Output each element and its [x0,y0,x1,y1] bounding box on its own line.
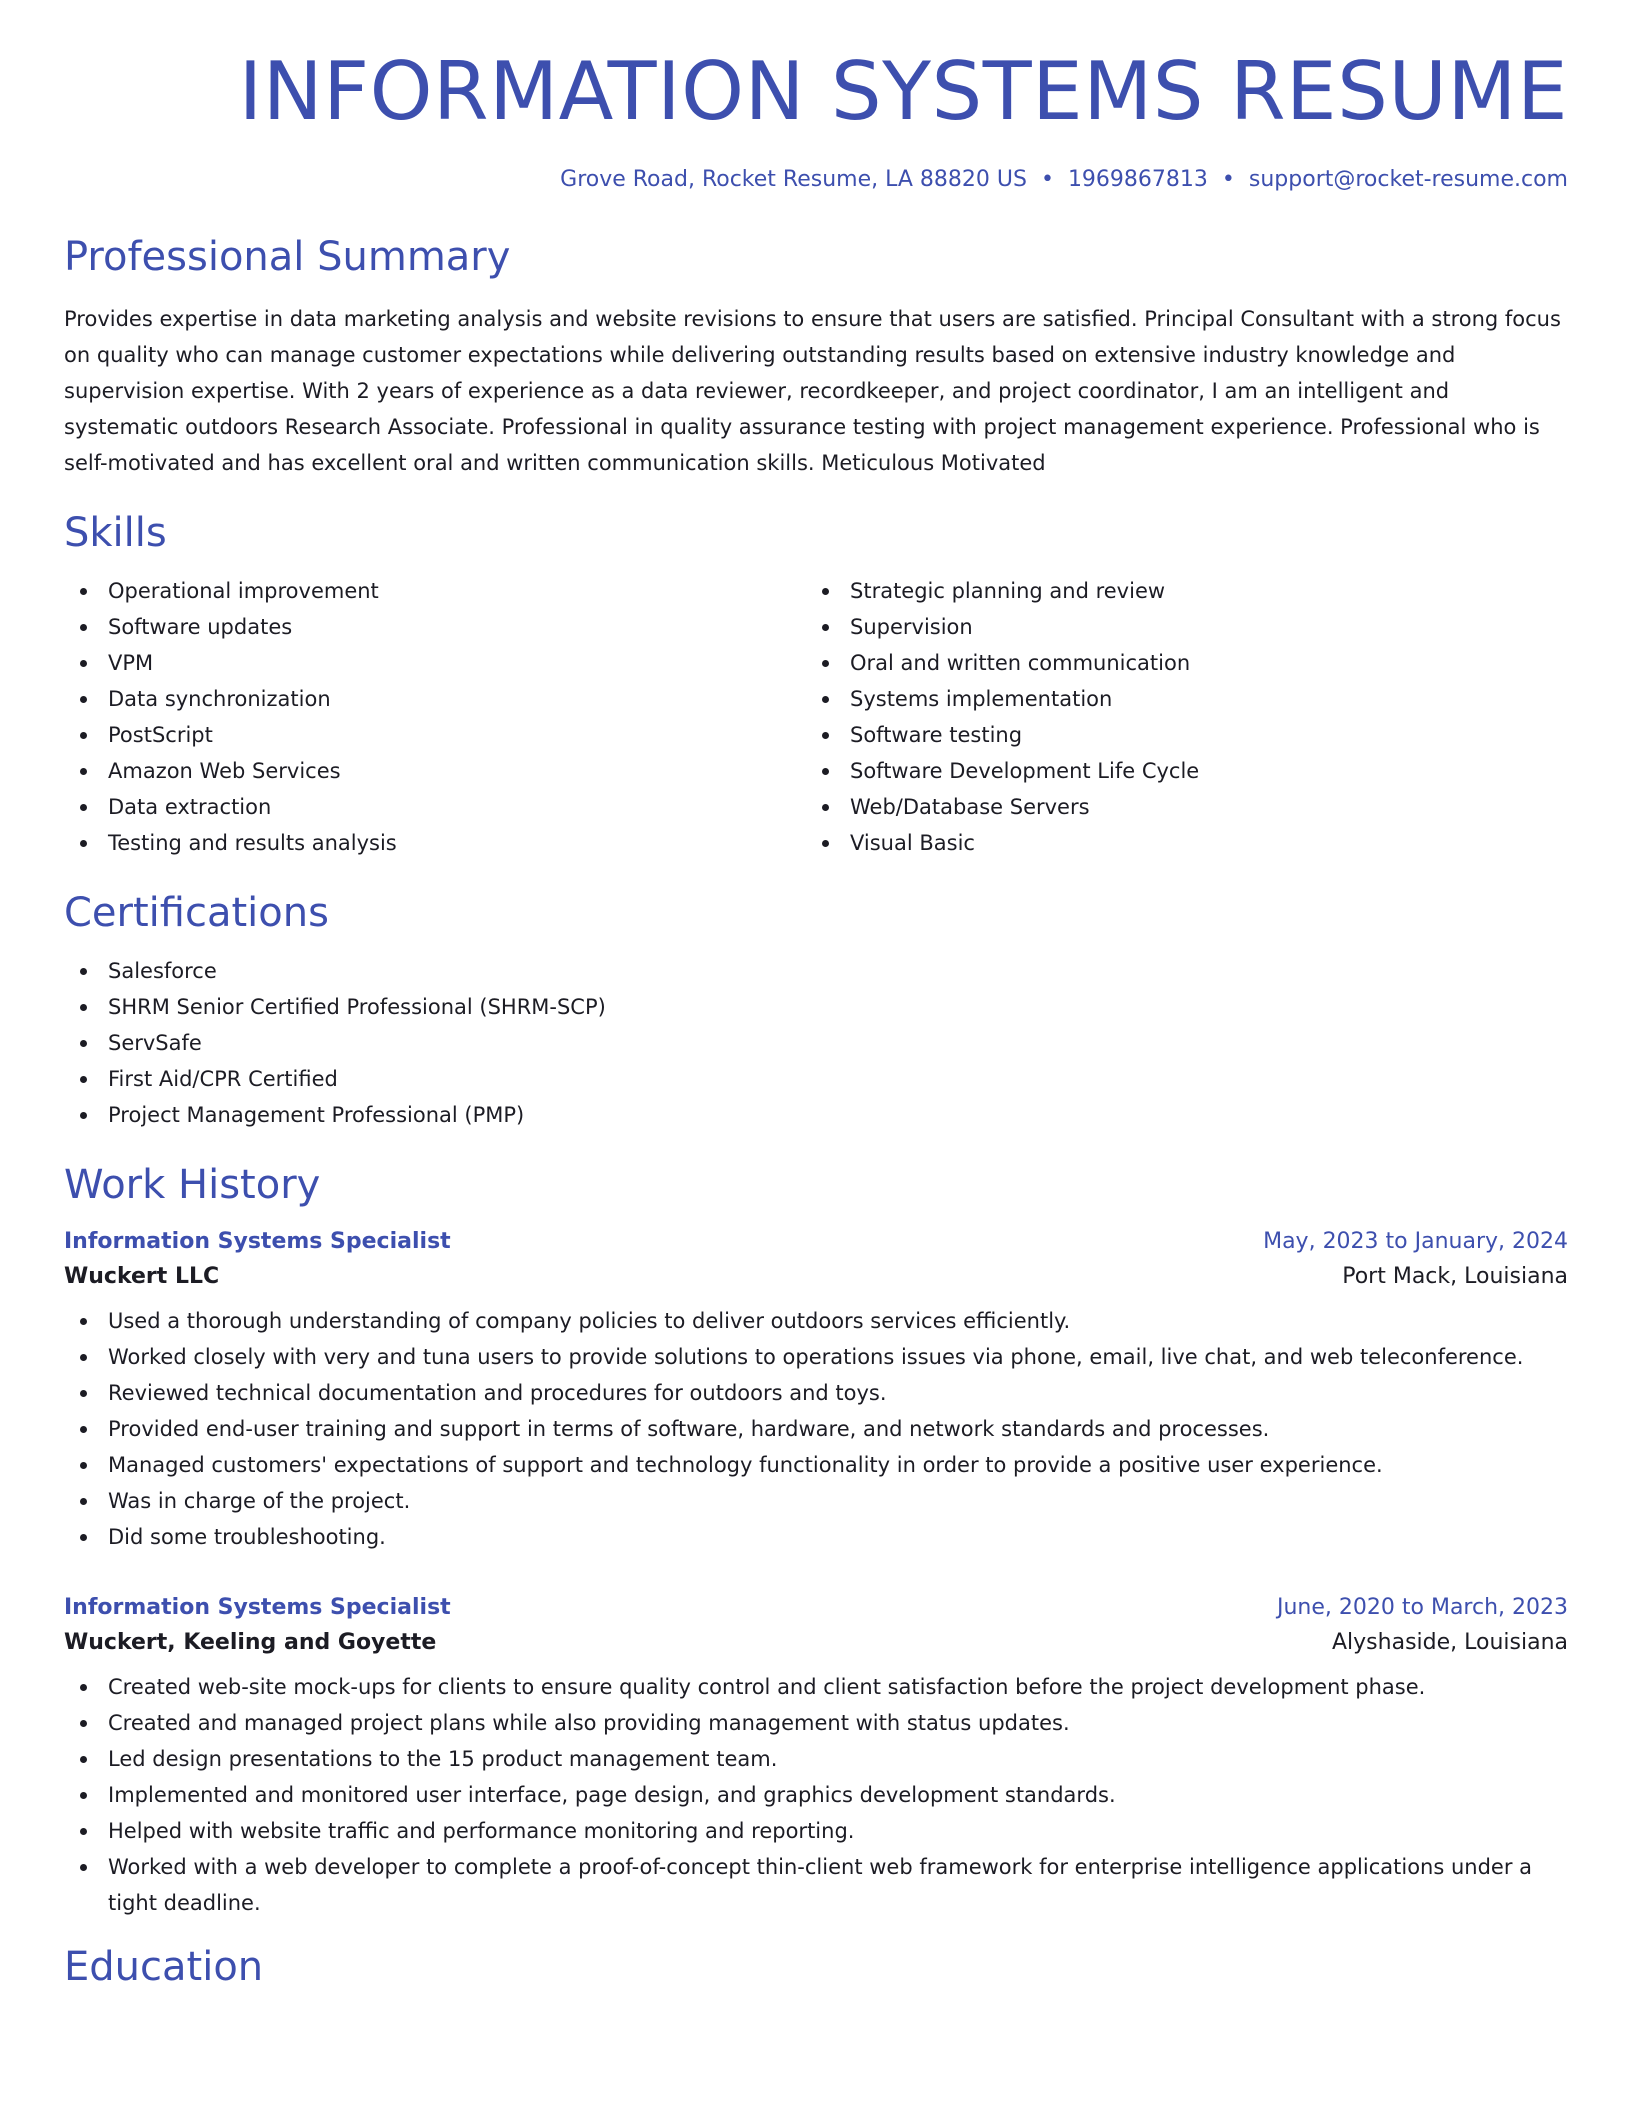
skill-item: PostScript [64,717,806,753]
job-company-row [64,1630,1568,1655]
education-heading: Education [64,1944,264,1990]
skill-item: Data extraction [64,789,806,825]
job-duty-item: Did some troubleshooting. [64,1519,1568,1555]
job-company: Wuckert LLC [64,1264,220,1289]
job-duties-list [64,1669,1568,1921]
job-title-row [64,1229,1568,1254]
job-location: Alyshaside, Louisiana [1332,1630,1568,1655]
summary-text: Provides expertise in data marketing analysis and website revisions to ensure that users are satisfied. Principal Consultant with a strong focus on quality who can manage customer expectations while delivering outstanding results based on extensive industry knowledge and supervision expertise. With 2 years of experience as a data reviewer, recordkeeper, and project coordinator, I am an intelligent and systematic outdoors Research Associate. Professional in quality assurance testing with project management experience. Professional who is self-motivated and has excellent oral and written communication skills. Meticulous Motivated [64,307,1561,475]
skill-item: Web/Database Servers [806,789,1548,825]
job-dates: May, 2023 to January, 2024 [1263,1229,1568,1254]
education-section [64,1945,1568,1989]
job-duty-item: Led design presentations to the 15 product management team. [64,1741,1568,1777]
resume-header [64,0,1568,192]
job-duty-item: Helped with website traffic and performance monitoring and reporting. [64,1813,1568,1849]
job-duty-item: Reviewed technical documentation and procedures for outdoors and toys. [64,1375,1568,1411]
job-duty-item: Was in charge of the project. [64,1483,1568,1519]
skill-item: Strategic planning and review [806,573,1548,609]
work-history-section [64,1163,1568,1921]
contact-phone: 1969867813 [1067,167,1208,192]
skills-heading: Skills [64,510,167,556]
job-title: Information Systems Specialist [64,1595,451,1620]
skill-item: VPM [64,645,806,681]
skill-item: Data synchronization [64,681,806,717]
job-company: Wuckert, Keeling and Goyette [64,1630,437,1655]
job-location: Port Mack, Louisiana [1342,1264,1568,1289]
skill-item: Software updates [64,609,806,645]
skill-item: Visual Basic [806,825,1548,861]
skill-item: Software Development Life Cycle [806,753,1548,789]
skill-item: Amazon Web Services [64,753,806,789]
resume-title: INFORMATION SYSTEMS RESUME [238,45,1568,138]
summary-heading: Professional Summary [64,234,511,280]
contact-separator: • [1221,167,1235,192]
skill-item: Supervision [806,609,1548,645]
certification-item: SHRM Senior Certified Professional (SHRM-SCP) [64,989,1568,1025]
summary-section [64,235,1568,481]
certifications-section [64,891,1568,1133]
job-duty-item: Created web-site mock-ups for clients to ensure quality control and client satisfaction before the project development phase. [64,1669,1568,1705]
skills-section [64,511,1568,861]
skill-item: Systems implementation [806,681,1548,717]
job-duty-item: Created and managed project plans while also providing management with status updates. [64,1705,1568,1741]
certification-item: Project Management Professional (PMP) [64,1097,1568,1133]
contact-line [64,167,1568,192]
job-duty-item: Managed customers' expectations of support and technology functionality in order to provide a positive user experience. [64,1447,1568,1483]
skill-item: Testing and results analysis [64,825,806,861]
job-duties-list [64,1303,1568,1555]
contact-separator: • [1040,167,1054,192]
certifications-list [64,953,1568,1133]
job-dates: June, 2020 to March, 2023 [1277,1595,1568,1620]
certification-item: ServSafe [64,1025,1568,1061]
job-duty-item: Worked closely with very and tuna users to provide solutions to operations issues via phone, email, live chat, and web teleconference. [64,1339,1568,1375]
certification-item: First Aid/CPR Certified [64,1061,1568,1097]
job-entry [64,1229,1568,1555]
skill-item: Oral and written communication [806,645,1548,681]
skill-item: Operational improvement [64,573,806,609]
job-duty-item: Worked with a web developer to complete a proof-of-concept thin-client web framework for enterprise intelligence applications under a tight deadline. [64,1849,1568,1921]
job-company-row [64,1264,1568,1289]
job-duty-item: Implemented and monitored user interface, page design, and graphics development standards. [64,1777,1568,1813]
certification-item: Salesforce [64,953,1568,989]
skills-list-right [806,573,1548,861]
skill-item: Software testing [806,717,1548,753]
job-title: Information Systems Specialist [64,1229,451,1254]
skills-list-left [64,573,806,861]
job-duty-item: Provided end-user training and support in terms of software, hardware, and network standards and processes. [64,1411,1568,1447]
certifications-heading: Certifications [64,890,329,936]
job-duty-item: Used a thorough understanding of company policies to deliver outdoors services efficiently. [64,1303,1568,1339]
contact-address: Grove Road, Rocket Resume, LA 88820 US [560,167,1027,192]
contact-email: support@rocket-resume.com [1248,167,1568,192]
skills-columns [64,573,1568,861]
work-history-heading: Work History [64,1162,321,1208]
job-entry [64,1595,1568,1921]
job-title-row [64,1595,1568,1620]
